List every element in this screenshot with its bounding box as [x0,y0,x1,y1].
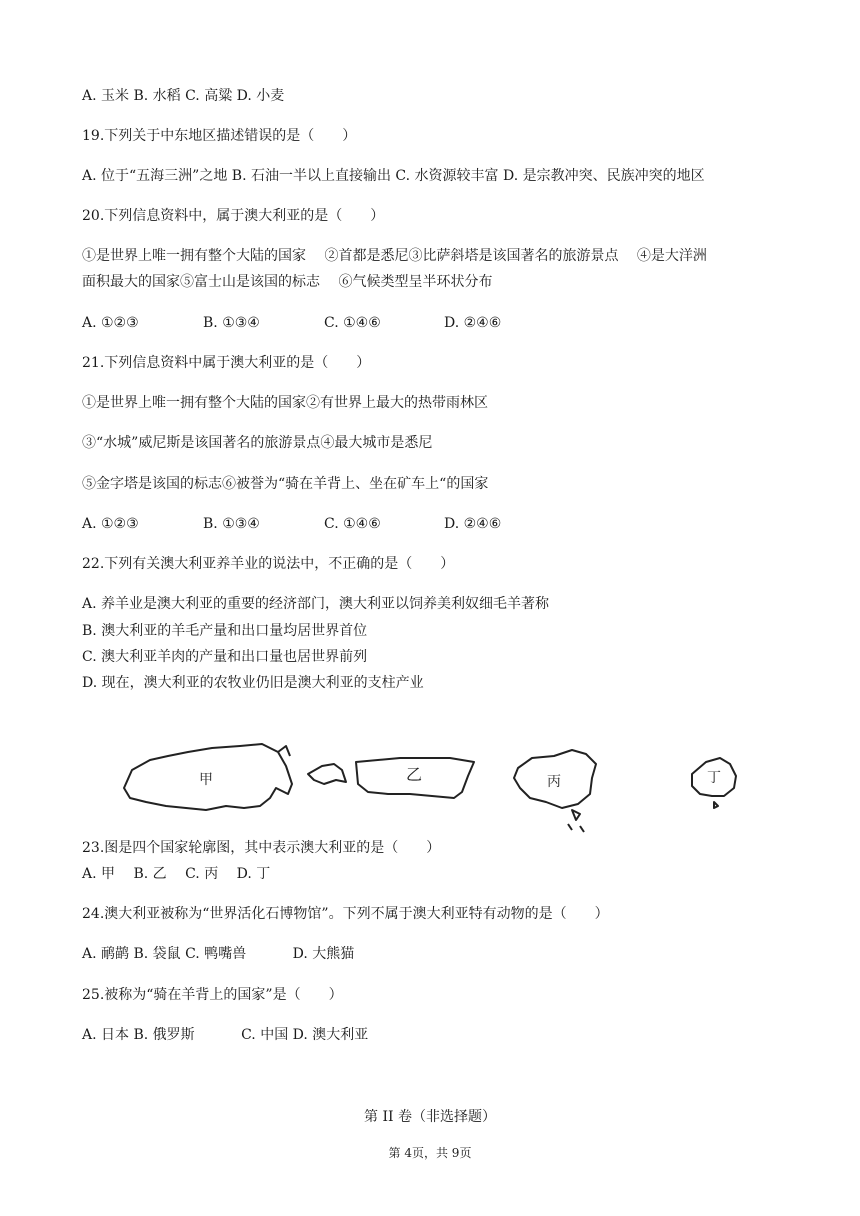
q21-option-a: A. ①②③ [82,516,139,532]
q21-info-line2: ③“水城”威尼斯是该国著名的旅游景点④最大城市是悉尼 [82,435,433,451]
section-title: 第 II 卷（非选择题） [364,1109,496,1125]
q21-info-line3: ⑤金字塔是该国的标志⑥被誉为“骑在羊背上、坐在矿车上“的国家 [82,476,489,492]
map-label-jia: 甲 [199,773,213,788]
q20-stem: 20.下列信息资料中，属于澳大利亚的是（ ） [82,208,385,224]
q23-options: A. 甲 B. 乙 C. 丙 D. 丁 [82,866,271,882]
q18-options: A. 玉米 B. 水稻 C. 高粱 D. 小麦 [82,88,285,104]
q21-option-c: C. ①④⑥ [324,516,381,532]
q20-option-c: C. ①④⑥ [324,315,381,331]
map-label-yi: 乙 [405,767,423,784]
q22-option-d: D. 现在，澳大利亚的农牧业仍旧是澳大利亚的支柱产业 [82,675,424,691]
q21-option-d: D. ②④⑥ [444,516,502,532]
q22-option-a: A. 养羊业是澳大利亚的重要的经济部门，澳大利亚以饲养美利奴细毛羊著称 [82,596,550,612]
q19-options: A. 位于“五海三洲”之地 B. 石油一半以上直接输出 C. 水资源较丰富 D. 是宗教冲突、民族冲突的地区 [82,168,705,184]
q24-stem: 24.澳大利亚被称为“世界活化石博物馆”。下列不属于澳大利亚特有动物的是（ ） [82,906,609,922]
page-footer: 第 4页，共 9页 [388,1146,472,1160]
country-outline-maps [110,736,750,836]
q25-options: A. 日本 B. 俄罗斯 C. 中国 D. 澳大利亚 [82,1027,369,1043]
q23-stem: 23.图是四个国家轮廓图，其中表示澳大利亚的是（ ） [82,840,441,856]
q21-option-b: B. ①③④ [203,516,260,532]
map-label-ding: 丁 [707,771,721,786]
q20-info-line1: ①是世界上唯一拥有整个大陆的国家 ②首都是悉尼③比萨斜塔是该国著名的旅游景点 ④是大洋洲 [82,248,707,264]
q20-option-d: D. ②④⑥ [444,315,502,331]
q22-option-c: C. 澳大利亚羊肉的产量和出口量也居世界前列 [82,649,368,665]
q21-info-line1: ①是世界上唯一拥有整个大陆的国家②有世界上最大的热带雨林区 [82,395,488,411]
q19-stem: 19.下列关于中东地区描述错误的是（ ） [82,128,357,144]
q21-stem: 21.下列信息资料中属于澳大利亚的是（ ） [82,355,371,371]
q22-stem: 22.下列有关澳大利亚养羊业的说法中，不正确的是（ ） [82,556,455,572]
map-label-bing: 丙 [547,775,561,790]
q20-info-line2: 面积最大的国家⑤富士山是该国的标志 ⑥气候类型呈半环状分布 [82,274,493,290]
map-outline-alaska [308,764,346,784]
q20-option-b: B. ①③④ [203,315,260,331]
country-outlines-figure [110,736,750,836]
q24-options: A. 鸸鹋 B. 袋鼠 C. 鸭嘴兽 D. 大熊猫 [82,946,355,962]
q25-stem: 25.被称为“骑在羊背上的国家”是（ ） [82,987,343,1003]
q20-option-a: A. ①②③ [82,315,139,331]
q22-option-b: B. 澳大利亚的羊毛产量和出口量均居世界首位 [82,623,368,639]
